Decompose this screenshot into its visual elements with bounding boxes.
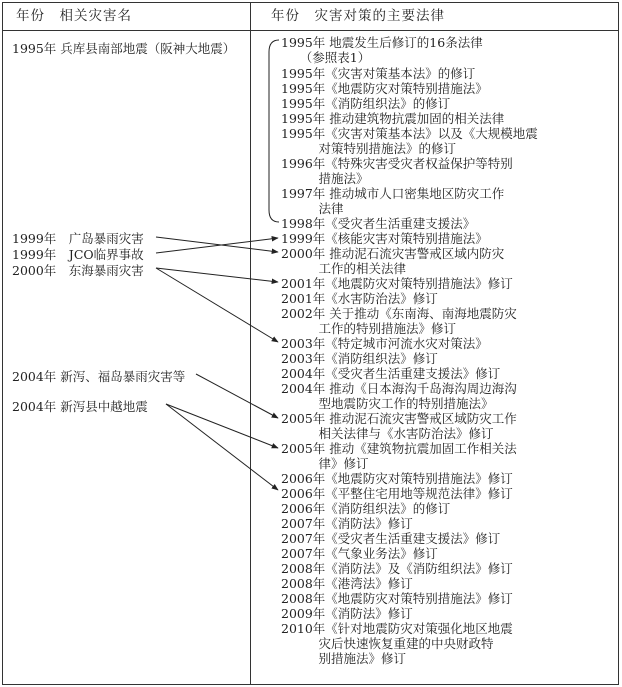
- law-item: 1995年 地震发生后修订的16条法律 （参照表1）: [281, 35, 483, 65]
- law-item: 2008年《地震防灾对策特别措施法》修订: [281, 591, 513, 606]
- law-item: 2005年 推动泥石流灾害警戒区域防灾工作 相关法律与《水害防治法》修订: [281, 411, 517, 441]
- column-divider: [250, 3, 251, 684]
- law-item: 2003年《特定城市河流水灾对策法》: [281, 336, 488, 351]
- law-item: 2006年《平整住宅用地等规范法律》修订: [281, 486, 513, 501]
- header-right: 年份 灾害对策的主要法律: [271, 8, 445, 24]
- law-item: 2008年《港湾法》修订: [281, 576, 413, 591]
- law-item: 2007年《消防法》修订: [281, 516, 413, 531]
- law-item: 1999年《核能灾害对策特别措施法》: [281, 231, 488, 246]
- law-item: 1995年 推动建筑物抗震加固的相关法律: [281, 111, 505, 126]
- law-item: 2006年《消防组织法》的修订: [281, 501, 451, 516]
- law-item: 2000年 推动泥石流灾害警戒区域内防灾 工作的相关法律: [281, 246, 505, 276]
- law-item: 2003年《消防组织法》修订: [281, 351, 438, 366]
- law-item: 2007年《受灾者生活重建支援法》修订: [281, 531, 501, 546]
- law-item: 2002年 关于推动《东南海、南海地震防灾 工作的特别措施法》修订: [281, 306, 517, 336]
- event-1999-jco: 1999年 JCO临界事故: [12, 247, 144, 262]
- law-item: 1995年《灾害对策基本法》的修订: [281, 66, 476, 81]
- law-item: 1995年《地震防灾对策特别措施法》: [281, 81, 488, 96]
- law-item: 2008年《消防法》及《消防组织法》修订: [281, 561, 513, 576]
- header-divider: [3, 30, 618, 31]
- law-item: 1998年《受灾者生活重建支援法》: [281, 216, 476, 231]
- law-item: 2001年《水害防治法》修订: [281, 291, 438, 306]
- law-item: 2007年《气象业务法》修订: [281, 546, 438, 561]
- law-item: 2004年 推动《日本海沟千岛海沟周边海沟 型地震防灾工作的特别措施法》: [281, 381, 517, 411]
- event-2000-tokai: 2000年 东海暴雨灾害: [12, 263, 144, 278]
- event-1995-hanshin: 1995年 兵库县南部地震（阪神大地震）: [12, 41, 236, 56]
- law-item: 1997年 推动城市人口密集地区防灾工作 法律: [281, 186, 505, 216]
- event-1999-hiroshima: 1999年 广岛暴雨灾害: [12, 231, 144, 246]
- law-item: 2010年《针对地震防灾对策强化地区地震 灾后快速恢复重建的中央财政特 别措施法》修订: [281, 621, 513, 666]
- event-2004-chuetsu: 2004年 新泻县中越地震: [12, 399, 148, 414]
- event-2004-niigata-fukushima: 2004年 新泻、福岛暴雨灾害等: [12, 369, 186, 384]
- law-item: 1995年《灾害对策基本法》以及《大规模地震 对策特别措施法》的修订: [281, 126, 538, 156]
- law-item: 2005年 推动《建筑物抗震加固工作相关法 律》修订: [281, 441, 517, 471]
- law-item: 2006年《地震防灾对策特别措施法》修订: [281, 471, 513, 486]
- law-item: 1995年《消防组织法》的修订: [281, 96, 451, 111]
- law-item: 2004年《受灾者生活重建支援法》修订: [281, 366, 501, 381]
- law-item: 2001年《地震防灾对策特别措施法》修订: [281, 276, 513, 291]
- header-left: 年份 相关灾害名: [16, 8, 132, 24]
- law-item: 2009年《消防法》修订: [281, 606, 413, 621]
- law-item: 1996年《特殊灾害受灾者权益保护等特别 措施法》: [281, 156, 513, 186]
